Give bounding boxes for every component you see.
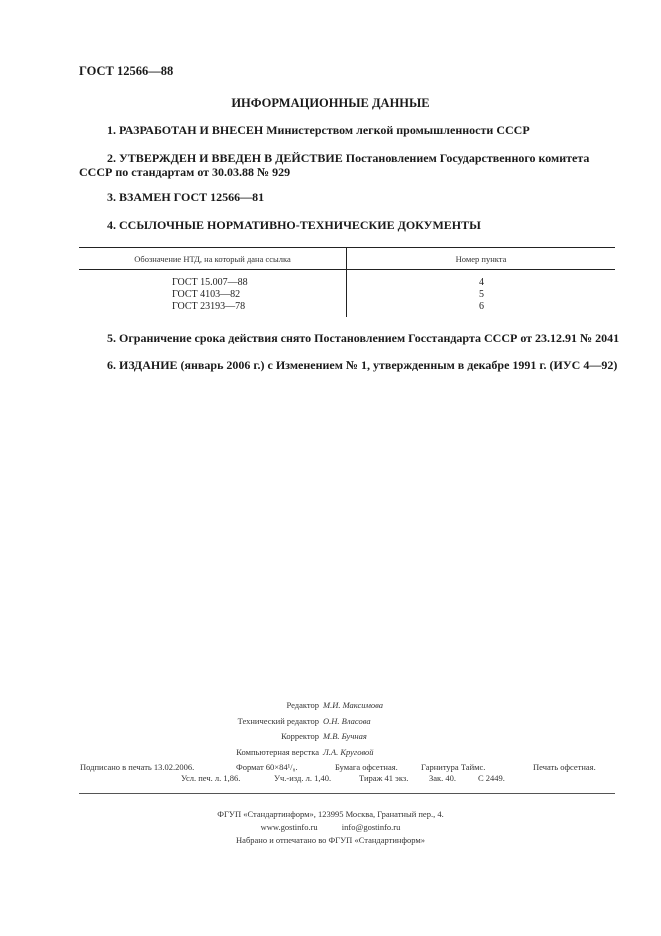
credit-proofreader — [0, 729, 661, 745]
imprint — [0, 808, 661, 847]
website-link[interactable]: www.gostinfo.ru — [260, 822, 318, 832]
table-top-rule — [79, 247, 615, 248]
table-cell-document: ГОСТ 4103—82 — [172, 289, 241, 300]
credit-layout — [0, 745, 661, 761]
typeface: Гарнитура Таймс. — [421, 762, 486, 772]
credit-editor — [0, 698, 661, 714]
document-code: ГОСТ 12566—88 — [79, 64, 174, 78]
code: С 2449. — [478, 773, 505, 783]
table-cell-document: ГОСТ 15.007—88 — [172, 277, 248, 288]
page-format: Формат 60×84¹/₈. — [236, 762, 298, 772]
contact-line — [0, 821, 661, 834]
table-header-rule — [79, 269, 615, 270]
section-5: 5. Ограничение срока действия снято Постановлением Госстандарта СССР от 23.12.91 № 2041 — [107, 331, 620, 345]
table-header-clause: Номер пункта — [455, 254, 507, 264]
credit-role: Редактор — [286, 700, 319, 710]
editorial-credits — [0, 698, 661, 760]
section-6: 6. ИЗДАНИЕ (январь 2006 г.) с Изменением № 1, утвержденным в декабре 1991 г. (ИУС 4—92) — [107, 358, 618, 372]
table-cell-clause: 6 — [479, 301, 484, 312]
printed-sheets: Усл. печ. л. 1,86. — [181, 773, 241, 783]
credit-person: О.Н. Власова — [323, 715, 371, 726]
credit-role: Корректор — [281, 731, 319, 741]
signed-date: Подписано в печать 13.02.2006. — [80, 762, 195, 772]
table-row — [79, 289, 615, 301]
section-1: 1. РАЗРАБОТАН И ВНЕСЕН Министерством легкой промышленности СССР — [107, 123, 530, 137]
divider — [79, 793, 615, 794]
credit-person: Л.А. Круговой — [323, 746, 374, 757]
table-row — [79, 301, 615, 313]
order-number: Зак. 40. — [429, 773, 457, 783]
publisher-address: ФГУП «Стандартинформ», 123995 Москва, Гранатный пер., 4. — [217, 809, 444, 819]
table-cell-clause: 5 — [479, 289, 484, 300]
section-4: 4. ССЫЛОЧНЫЕ НОРМАТИВНО-ТЕХНИЧЕСКИЕ ДОКУМЕНТЫ — [107, 218, 481, 232]
section-3: 3. ВЗАМЕН ГОСТ 12566—81 — [107, 190, 265, 204]
reference-table — [79, 247, 615, 317]
table-row — [79, 277, 615, 289]
table-cell-document: ГОСТ 23193—78 — [172, 301, 246, 312]
credit-person: М.В. Бучная — [323, 731, 367, 741]
printed-by: Набрано и отпечатано во ФГУП «Стандартинформ» — [236, 835, 425, 845]
email-link[interactable]: info@gostinfo.ru — [341, 822, 401, 832]
page-title: ИНФОРМАЦИОННЫЕ ДАННЫЕ — [231, 96, 430, 110]
publishing-sheets: Уч.-изд. л. 1,40. — [274, 773, 332, 783]
credit-technical-editor — [0, 714, 661, 730]
credit-role: Технический редактор — [237, 715, 319, 726]
print-run: Тираж 41 экз. — [359, 773, 409, 783]
printing-method: Печать офсетная. — [533, 762, 596, 772]
credit-role: Компьютерная верстка — [236, 746, 319, 757]
section-2: 2. УТВЕРЖДЕН И ВВЕДЕН В ДЕЙСТВИЕ Постановлением Государственного комитета СССР по стандартам от 30.03.88 № 929 — [79, 151, 590, 179]
credit-person: М.И. Максимова — [323, 700, 384, 710]
table-cell-clause: 4 — [479, 277, 484, 288]
table-header-document: Обозначение НТД, на который дана ссылка — [134, 254, 291, 264]
paper-type: Бумага офсетная. — [335, 762, 398, 772]
